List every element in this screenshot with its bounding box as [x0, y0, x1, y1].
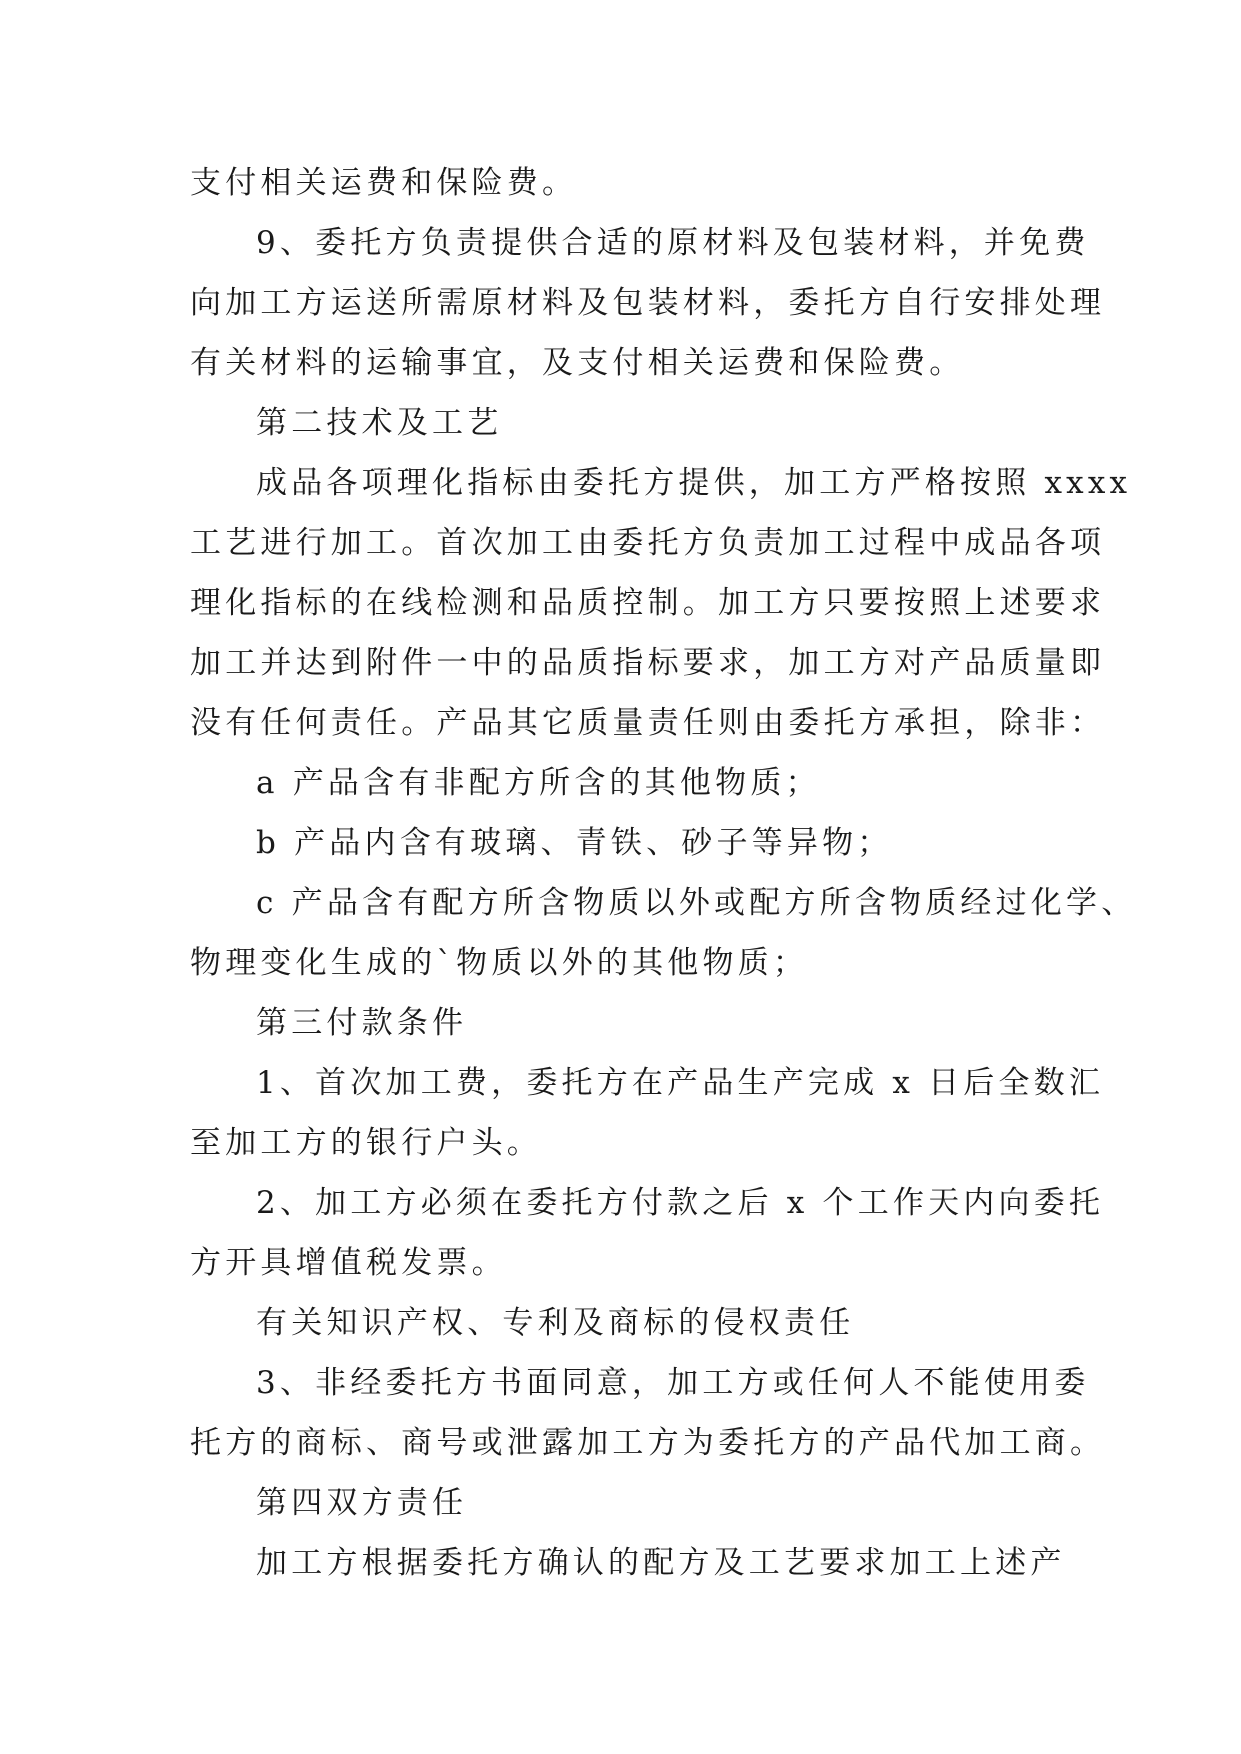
text-line: 没有任何责任。产品其它质量责任则由委托方承担，除非：	[190, 705, 1106, 741]
text-line: 方开具增值税发票。	[190, 1245, 507, 1281]
text-line: 物理变化生成的`物质以外的其他物质；	[190, 945, 809, 981]
text-line: 托方的商标、商号或泄露加工方为委托方的产品代加工商。	[190, 1425, 1106, 1461]
text-line: 3、非经委托方书面同意，加工方或任何人不能使用委	[256, 1365, 1090, 1401]
text-line: 至加工方的银行户头。	[190, 1125, 542, 1161]
text-line: 理化指标的在线检测和品质控制。加工方只要按照上述要求	[190, 585, 1106, 621]
list-item: b 产品内含有玻璃、青铁、砂子等异物；	[256, 825, 893, 861]
text-line: 工艺进行加工。首次加工由委托方负责加工过程中成品各项	[190, 525, 1106, 561]
document-body	[190, 153, 1137, 1593]
text-line: 向加工方运送所需原材料及包装材料，委托方自行安排处理	[190, 285, 1106, 321]
text-line: 有关材料的运输事宜，及支付相关运费和保险费。	[190, 345, 965, 381]
text-line: 加工并达到附件一中的品质指标要求，加工方对产品质量即	[190, 645, 1106, 681]
section-heading: 有关知识产权、专利及商标的侵权责任	[256, 1305, 855, 1341]
text-line: 1、首次加工费，委托方在产品生产完成 x 日后全数汇	[256, 1065, 1105, 1101]
list-item: c 产品含有配方所含物质以外或配方所含物质经过化学、	[256, 885, 1137, 921]
text-line: 2、加工方必须在委托方付款之后 x 个工作天内向委托	[256, 1185, 1105, 1221]
list-item: a 产品含有非配方所含的其他物质；	[256, 765, 821, 801]
text-line: 9、委托方负责提供合适的原材料及包装材料，并免费	[256, 225, 1090, 261]
section-heading: 第四双方责任	[256, 1485, 468, 1521]
text-line: 支付相关运费和保险费。	[190, 165, 578, 201]
section-heading: 第三付款条件	[256, 1005, 468, 1041]
section-heading: 第二技术及工艺	[256, 405, 503, 441]
text-line: 加工方根据委托方确认的配方及工艺要求加工上述产	[256, 1545, 1066, 1581]
text-line: 成品各项理化指标由委托方提供，加工方严格按照 xxxx	[256, 465, 1132, 501]
